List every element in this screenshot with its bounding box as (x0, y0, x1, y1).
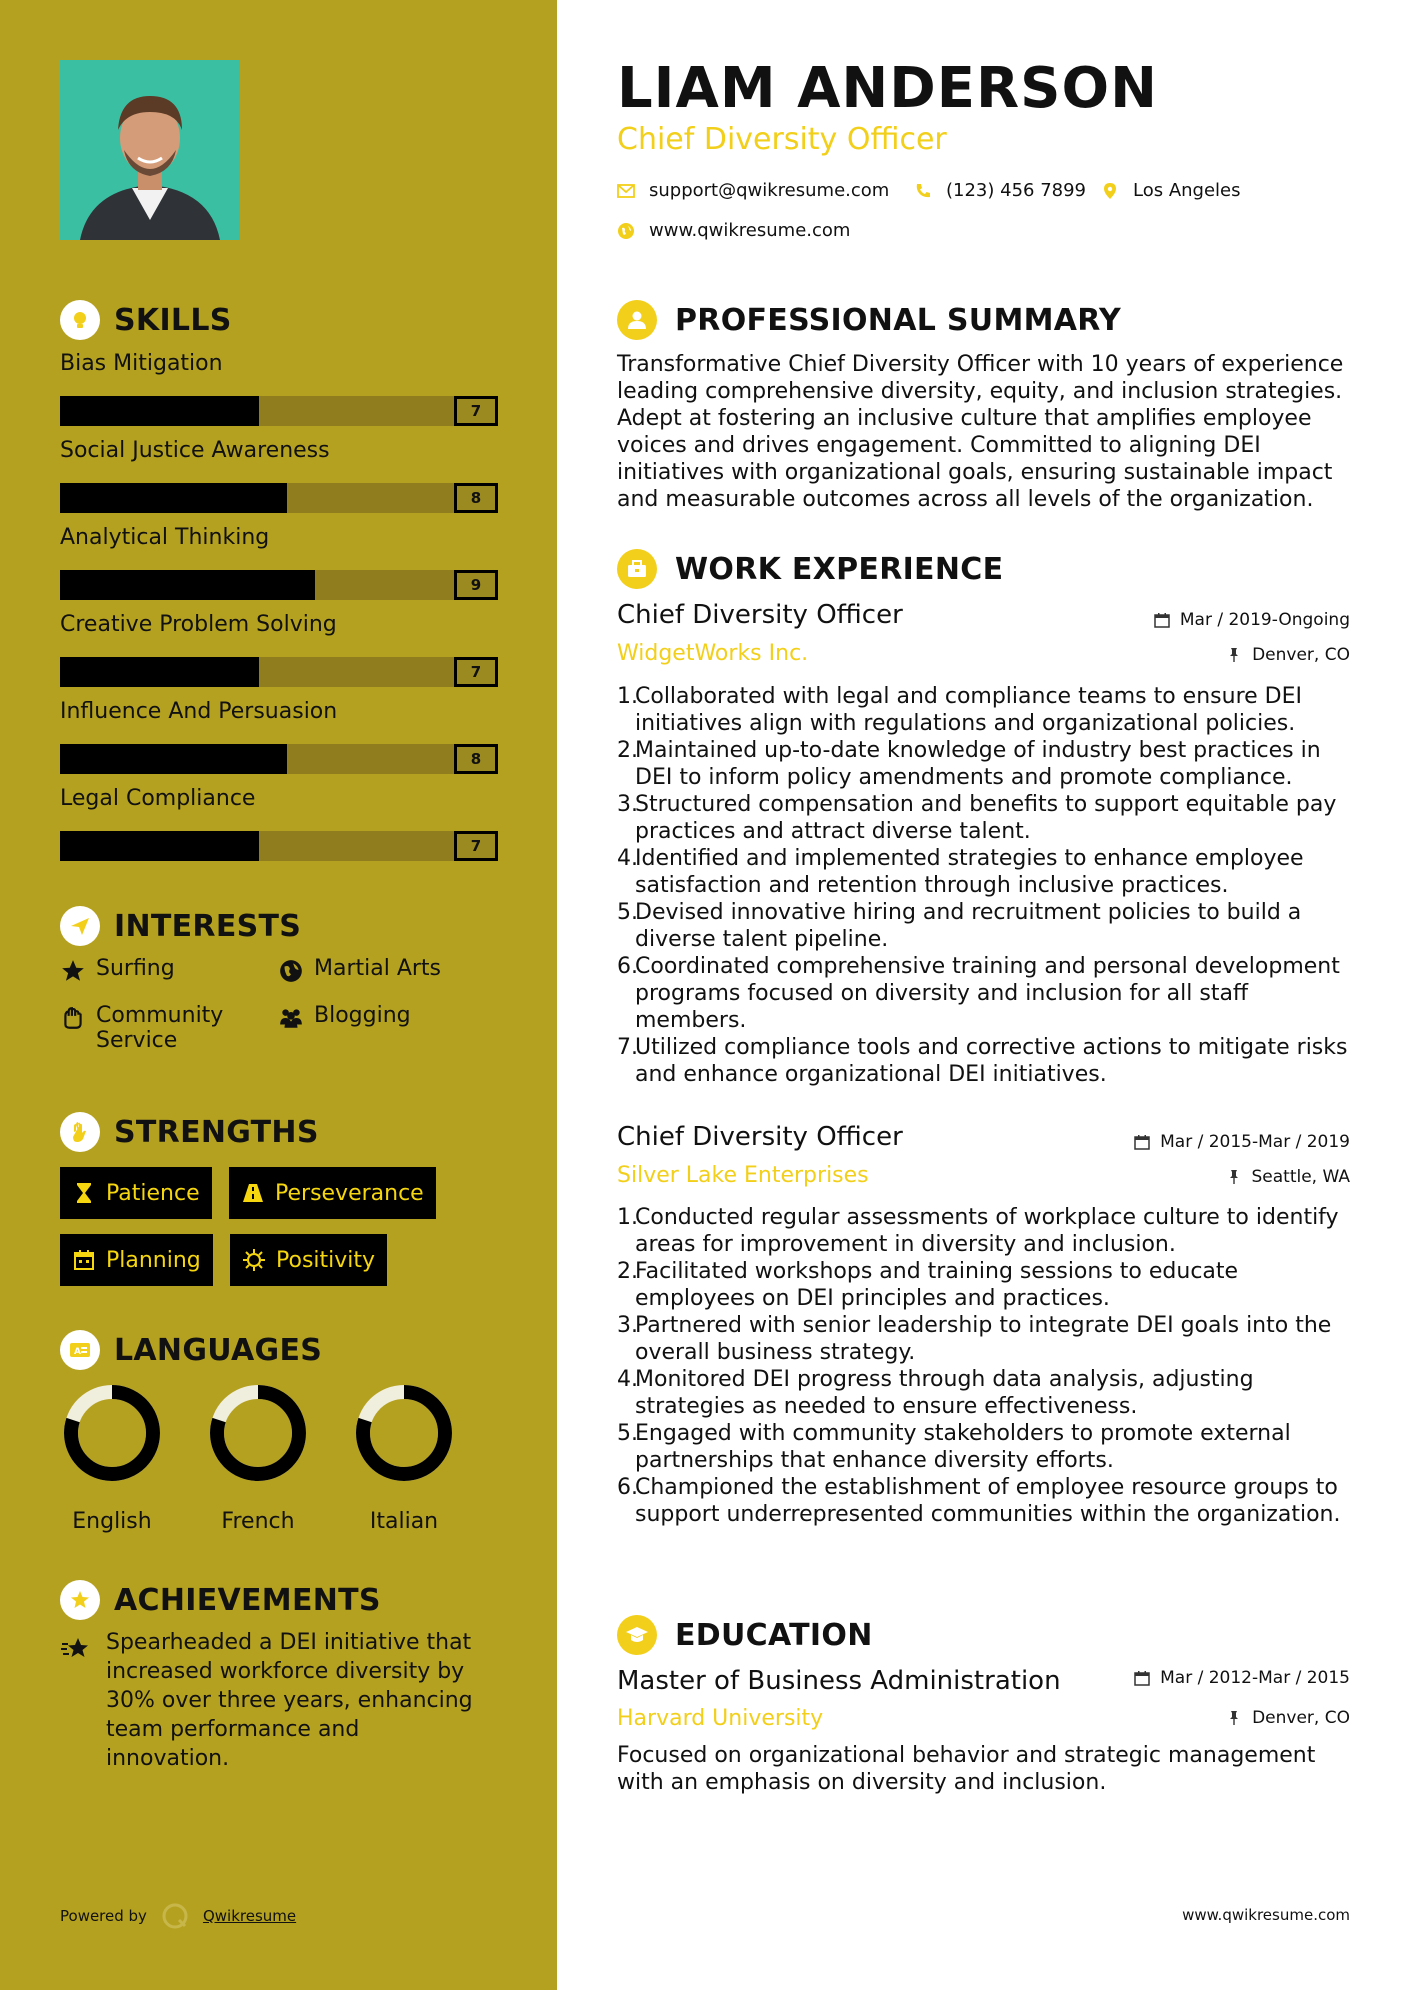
skill-bar (60, 570, 498, 600)
interest-item (278, 956, 441, 984)
star-icon (60, 958, 86, 984)
road-icon (241, 1181, 265, 1205)
job-bullets (617, 683, 1350, 1088)
summary-title: PROFESSIONAL SUMMARY (675, 302, 1122, 338)
job-dates (1154, 610, 1350, 630)
interest-item (60, 1003, 260, 1053)
skill-label: Influence And Persuasion (60, 699, 338, 724)
strength-label: Planning (106, 1247, 201, 1273)
calendar-icon (1134, 1134, 1150, 1150)
job-bullet: 1. Collaborated with legal and compliance teams to ensure DEI initiatives align with regulations and organizational policies. (617, 684, 1302, 736)
calendar-icon (72, 1248, 96, 1272)
job-bullet: 6. Championed the establishment of employee resource groups to support underrepresented communities within the organization. (617, 1475, 1341, 1527)
candidate-role: Chief Diversity Officer (617, 122, 947, 157)
strength-label: Positivity (276, 1247, 376, 1273)
skill-bar-fill (60, 570, 315, 600)
work-heading (617, 549, 1003, 589)
skill-bar (60, 744, 498, 774)
job-title: Chief Diversity Officer (617, 1122, 903, 1152)
skills-heading (60, 300, 232, 340)
strengths-title: STRENGTHS (114, 1114, 319, 1150)
interest-label: Community Service (96, 1003, 224, 1053)
candidate-name: LIAM ANDERSON (617, 56, 1158, 121)
sun-icon (242, 1248, 266, 1272)
phone-icon (914, 182, 932, 200)
lightbulb-icon (60, 300, 100, 340)
job-bullet: 1. Conducted regular assessments of workplace culture to identify areas for improvement in diversity and inclusion. (617, 1205, 1339, 1257)
interest-item (278, 1003, 411, 1031)
work-title: WORK EXPERIENCE (675, 551, 1004, 587)
skill-item (60, 435, 498, 513)
achievement-item (60, 1628, 480, 1773)
skill-item (60, 783, 498, 861)
skill-bar (60, 396, 498, 426)
language-ring (64, 1385, 160, 1481)
skill-level-badge: 7 (454, 657, 498, 687)
skill-level-badge: 7 (454, 396, 498, 426)
education-heading (617, 1615, 873, 1655)
achievement-text: Spearheaded a DEI initiative that increased workforce diversity by 30% over three years, enhancing team performance and innovation. (106, 1630, 473, 1771)
job-location (1226, 1167, 1351, 1187)
globe-icon (278, 958, 304, 984)
interest-item (60, 956, 175, 984)
skill-item (60, 522, 498, 600)
job-bullet: 4. Identified and implemented strategies to enhance employee satisfaction and retention through inclusive practices. (617, 846, 1304, 898)
paper-plane-icon (60, 906, 100, 946)
skill-label: Social Justice Awareness (60, 438, 330, 463)
job-location-text: Denver, CO (1252, 645, 1350, 665)
skill-bar-fill (60, 396, 259, 426)
education-title: EDUCATION (675, 1617, 873, 1653)
language-item (344, 1385, 464, 1534)
contact-phone (914, 180, 1086, 201)
shooting-star-icon (60, 1632, 92, 1664)
job-location-text: Seattle, WA (1251, 1167, 1350, 1187)
profile-photo (60, 60, 240, 240)
job-dates-text: Mar / 2015-Mar / 2019 (1160, 1132, 1350, 1152)
skill-bar-fill (60, 744, 287, 774)
strength-badge (230, 1234, 387, 1286)
users-icon (278, 1005, 304, 1031)
skill-bar (60, 831, 498, 861)
contact-location (1101, 180, 1241, 201)
education-dates-text: Mar / 2012-Mar / 2015 (1160, 1668, 1350, 1688)
qwikresume-logo-icon (161, 1902, 189, 1930)
job-bullet: 6. Coordinated comprehensive training and personal development programs focused on diversity and inclusion for all staff members. (617, 954, 1340, 1033)
language-label: Italian (369, 1509, 439, 1534)
interest-label: Martial Arts (314, 956, 442, 981)
calendar-icon (1134, 1670, 1150, 1686)
star-badge-icon (60, 1580, 100, 1620)
powered-by-label: Powered by (60, 1907, 147, 1925)
job-bullet: 7. Utilized compliance tools and corrective actions to mitigate risks and enhance organizational DEI initiatives. (617, 1035, 1348, 1087)
job-bullet: 3. Structured compensation and benefits to support equitable pay practices and attract diverse talent. (617, 792, 1337, 844)
footer-url[interactable]: www.qwikresume.com (1182, 1906, 1350, 1924)
job-location (1226, 645, 1350, 665)
achievements-heading (60, 1580, 381, 1620)
language-item (198, 1385, 318, 1534)
skill-item (60, 348, 498, 426)
education-dates (1134, 1668, 1350, 1688)
pushpin-icon (1226, 1710, 1242, 1726)
language-ring (356, 1385, 452, 1481)
interest-label: Blogging (314, 1003, 411, 1028)
email-text[interactable]: support@qwikresume.com (649, 180, 890, 201)
hourglass-icon (72, 1181, 96, 1205)
strength-label: Patience (106, 1180, 200, 1206)
job-bullet: 2. Maintained up-to-date knowledge of industry best practices in DEI to inform policy amendments and promote compliance. (617, 738, 1321, 790)
languages-title: LANGUAGES (114, 1332, 323, 1368)
skill-label: Analytical Thinking (60, 525, 270, 550)
language-item (52, 1385, 172, 1534)
calendar-icon (1154, 612, 1170, 628)
skill-level-badge: 8 (454, 483, 498, 513)
education-school: Harvard University (617, 1706, 824, 1731)
language-ring (210, 1385, 306, 1481)
user-icon (617, 300, 657, 340)
language-label: French (221, 1509, 295, 1534)
job-bullet: 5. Devised innovative hiring and recruitment policies to build a diverse talent pipeline. (617, 900, 1302, 952)
strength-badge (60, 1234, 213, 1286)
language-label: English (72, 1509, 152, 1534)
powered-by-brand-link[interactable]: Qwikresume (202, 1907, 297, 1925)
skill-level-badge: 7 (454, 831, 498, 861)
languages-heading (60, 1330, 322, 1370)
achievements-title: ACHIEVEMENTS (114, 1582, 381, 1618)
job-title: Chief Diversity Officer (617, 600, 903, 630)
skill-bar (60, 657, 498, 687)
skill-item (60, 609, 498, 687)
strengths-heading (60, 1112, 319, 1152)
summary-heading (617, 300, 1121, 340)
map-pin-icon (1101, 182, 1119, 200)
pushpin-icon (1226, 647, 1242, 663)
interests-title: INTERESTS (114, 908, 302, 944)
location-text: Los Angeles (1133, 180, 1241, 201)
education-degree: Master of Business Administration (617, 1666, 1061, 1696)
strength-badge (229, 1167, 436, 1219)
briefcase-icon (617, 549, 657, 589)
powered-by (60, 1902, 296, 1930)
pushpin-icon (1226, 1169, 1242, 1185)
job-dates (1134, 1132, 1350, 1152)
education-location-text: Denver, CO (1252, 1708, 1350, 1728)
job-dates-text: Mar / 2019-Ongoing (1179, 610, 1350, 630)
education-text: Focused on organizational behavior and strategic management with an emphasis on diversity and inclusion. (617, 1743, 1316, 1795)
job-bullet: 3. Partnered with senior leadership to integrate DEI goals into the overall business strategy. (617, 1313, 1332, 1365)
skill-bar-fill (60, 657, 259, 687)
education-location (1226, 1708, 1350, 1728)
graduation-cap-icon (617, 1615, 657, 1655)
skill-label: Creative Problem Solving (60, 612, 337, 637)
interest-label: Surfing (96, 956, 175, 981)
job-bullet: 4. Monitored DEI progress through data analysis, adjusting strategies as needed to ensure effectiveness. (617, 1367, 1254, 1419)
raised-hand-icon (60, 1112, 100, 1152)
job-company: WidgetWorks Inc. (617, 641, 809, 666)
job-bullet: 5. Engaged with community stakeholders to promote external partnerships that enhance diversity efforts. (617, 1421, 1291, 1473)
skills-title: SKILLS (114, 302, 232, 338)
contact-website (617, 220, 850, 241)
skill-item (60, 696, 498, 774)
job-bullets (617, 1204, 1350, 1528)
summary-text: Transformative Chief Diversity Officer with 10 years of experience leading comprehensive diversity, equity, and inclusion strategies. Adept at fostering an inclusive culture that amplifies employee voices and drives engagement. Committed to aligning DEI initiatives with organizational goals, ensuring sustainable impact and measurable outcomes across all levels of the organization. (617, 352, 1344, 512)
hand-icon (60, 1005, 86, 1031)
strength-label: Perseverance (275, 1180, 424, 1206)
sidebar (0, 0, 557, 1990)
contact-email (617, 180, 889, 201)
website-text[interactable]: www.qwikresume.com (649, 220, 851, 241)
svg-text:A: A (74, 1347, 81, 1357)
job-bullet: 2. Facilitated workshops and training sessions to educate employees on DEI principles and practices. (617, 1259, 1239, 1311)
skill-bar (60, 483, 498, 513)
globe-icon (617, 222, 635, 240)
strength-badge (60, 1167, 212, 1219)
envelope-icon (617, 182, 635, 200)
job-company: Silver Lake Enterprises (617, 1163, 869, 1188)
skill-level-badge: 9 (454, 570, 498, 600)
skill-bar-fill (60, 831, 259, 861)
interests-heading (60, 906, 301, 946)
skill-bar-fill (60, 483, 287, 513)
phone-text[interactable]: (123) 456 7899 (946, 180, 1087, 201)
skill-label: Legal Compliance (60, 786, 256, 811)
skill-level-badge: 8 (454, 744, 498, 774)
language-card-icon (60, 1330, 100, 1370)
skill-label: Bias Mitigation (60, 351, 223, 376)
